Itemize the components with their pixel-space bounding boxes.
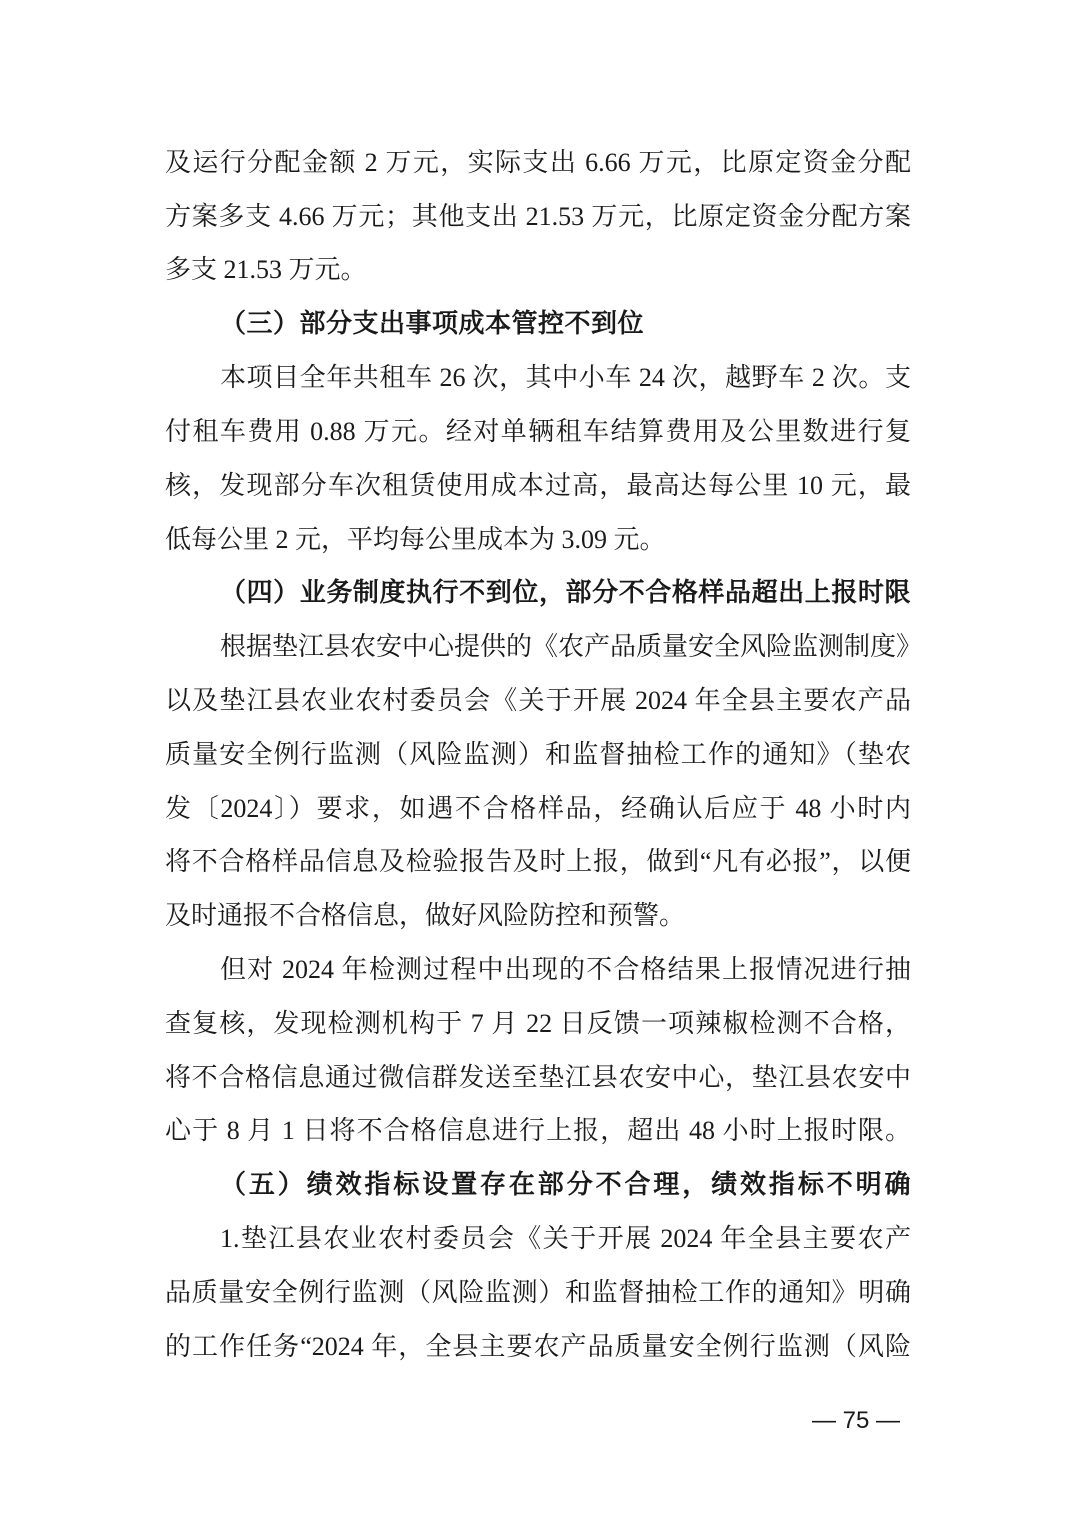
page-number: — 75 — [812,1407,901,1434]
paragraph-line: 查复核，发现检测机构于 7 月 22 日反馈一项辣椒检测不合格， [165,1009,911,1038]
paragraph-line: 方案多支 4.66 万元；其他支出 21.53 万元，比原定资金分配方案 [165,202,911,231]
paragraph-line: 的工作任务“2024 年，全县主要农产品质量安全例行监测（风险 [165,1332,911,1361]
paragraph-line: 根据垫江县农安中心提供的《农产品质量安全风险监测制度》 [220,632,923,661]
paragraph-line: 品质量安全例行监测（风险监测）和监督抽检工作的通知》明确 [165,1278,911,1307]
paragraph-line: 质量安全例行监测（风险监测）和监督抽检工作的通知》（垫农 [165,740,911,769]
paragraph-line: 1.垫江县农业农村委员会《关于开展 2024 年全县主要农产 [220,1224,911,1253]
paragraph-line: 但对 2024 年检测过程中出现的不合格结果上报情况进行抽 [220,955,911,984]
paragraph-line: 多支 21.53 万元。 [165,255,367,284]
section-heading-5: （五）绩效指标设置存在部分不合理，绩效指标不明确 [220,1170,911,1199]
section-heading-3: （三）部分支出事项成本管控不到位 [220,309,645,338]
paragraph-line: 以及垫江县农业农村委员会《关于开展 2024 年全县主要农产品 [165,686,911,715]
paragraph-line: 将不合格信息通过微信群发送至垫江县农安中心，垫江县农安中 [165,1063,911,1092]
paragraph-line: 付租车费用 0.88 万元。经对单辆租车结算费用及公里数进行复 [165,417,911,446]
section-heading-4: （四）业务制度执行不到位，部分不合格样品超出上报时限 [220,578,911,607]
paragraph-line: 将不合格样品信息及检验报告及时上报，做到“凡有必报”，以便 [165,847,911,876]
paragraph-line: 心于 8 月 1 日将不合格信息进行上报，超出 48 小时上报时限。 [165,1116,911,1145]
paragraph-line: 及时通报不合格信息，做好风险防控和预警。 [165,901,686,930]
paragraph-line: 本项目全年共租车 26 次，其中小车 24 次，越野车 2 次。支 [220,363,911,392]
paragraph-line: 发〔2024〕）要求，如遇不合格样品，经确认后应于 48 小时内 [165,794,911,823]
paragraph-line: 核，发现部分车次租赁使用成本过高，最高达每公里 10 元，最 [165,471,911,500]
paragraph-line: 及运行分配金额 2 万元，实际支出 6.66 万元，比原定资金分配 [165,148,911,177]
paragraph-line: 低每公里 2 元，平均每公里成本为 3.09 元。 [165,525,666,554]
